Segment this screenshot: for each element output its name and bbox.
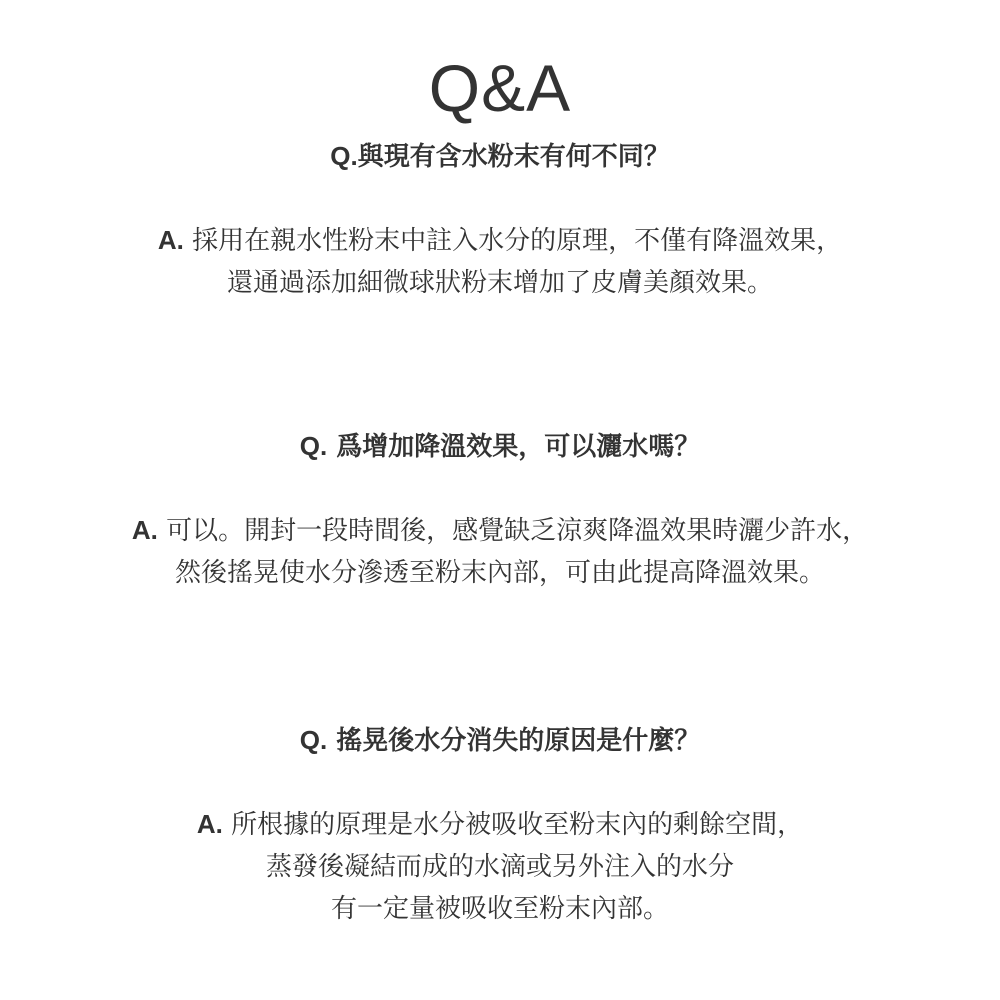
page-title: Q&A — [428, 51, 572, 126]
answer-paragraph — [0, 219, 1000, 304]
answer-line: 有一定量被吸收至粉末內部。 — [330, 894, 669, 924]
answer-line — [0, 219, 1000, 262]
question-prefix: Q. — [299, 725, 328, 755]
qa-item — [0, 722, 1000, 930]
answer-paragraph — [0, 509, 1000, 594]
question-text: 搖晃後水分消失的原因是什麼？ — [336, 726, 701, 756]
question-prefix: Q. — [330, 141, 358, 171]
answer-prefix: A. — [157, 225, 184, 255]
answer-line: 還通過添加細微球狀粉末增加了皮膚美顏效果。 — [226, 268, 773, 298]
qa-item — [0, 428, 1000, 594]
answer-line: 蒸發後凝結而成的水滴或另外注入的水分 — [265, 852, 734, 882]
answer-text: 可以。開封一段時間後，感覺缺乏涼爽降溫效果時灑少許水， — [166, 516, 869, 546]
answer-line — [0, 803, 1000, 846]
question-heading — [0, 138, 1000, 175]
question-heading — [0, 722, 1000, 759]
answer-text: 採用在親水性粉末中註入水分的原理，不僅有降溫效果， — [192, 226, 843, 256]
question-text: 與現有含水粉末有何不同？ — [357, 142, 670, 172]
answer-line — [0, 509, 1000, 552]
answer-prefix: A. — [131, 515, 158, 545]
answer-prefix: A. — [196, 809, 223, 839]
question-text: 爲增加降溫效果，可以灑水嗎？ — [336, 432, 701, 462]
qa-item — [0, 138, 1000, 304]
question-prefix: Q. — [299, 431, 328, 461]
answer-paragraph — [0, 803, 1000, 930]
answer-text: 所根據的原理是水分被吸收至粉末內的剩餘空間， — [231, 810, 804, 840]
answer-line: 然後搖晃使水分滲透至粉末內部，可由此提高降溫效果。 — [174, 558, 825, 588]
question-heading — [0, 428, 1000, 465]
